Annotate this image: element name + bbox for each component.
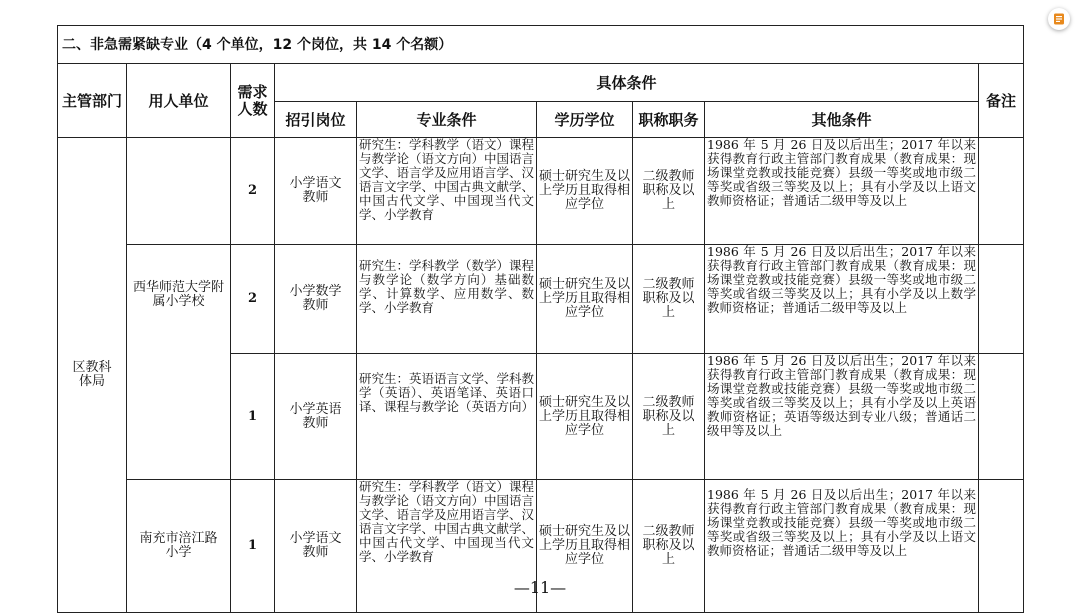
title-cell: 二级教师职称及以上	[633, 245, 705, 354]
header-edu: 学历学位	[537, 102, 633, 138]
title-cell: 二级教师职称及以上	[633, 354, 705, 480]
note-cell	[979, 245, 1024, 354]
post-cell: 小学英语教师	[275, 354, 357, 480]
floating-tool-button[interactable]	[1048, 8, 1070, 30]
dept-cell: 区教科体局	[58, 138, 127, 613]
major-cell: 研究生：学科教学（语文）课程与教学论（语文方向）中国语言文学、语言学及应用语言学、汉语言文字学、中国古典文献学、中国古代文学、中国现当代文学、小学教育	[357, 480, 537, 613]
count-cell: 2	[231, 138, 275, 245]
post-cell: 小学语文教师	[275, 480, 357, 613]
table-row	[58, 138, 1024, 245]
header-other: 其他条件	[705, 102, 979, 138]
header-dept: 主管部门	[58, 64, 127, 138]
count-cell: 2	[231, 245, 275, 354]
note-cell	[979, 138, 1024, 245]
recruitment-table	[57, 25, 1024, 613]
edu-cell: 硕士研究生及以上学历且取得相应学位	[537, 480, 633, 613]
title-cell: 二级教师职称及以上	[633, 480, 705, 613]
unit-cell-empty	[127, 138, 231, 245]
edu-cell: 硕士研究生及以上学历且取得相应学位	[537, 138, 633, 245]
unit-cell: 南充市涪江路小学	[127, 480, 231, 613]
edu-cell: 硕士研究生及以上学历且取得相应学位	[537, 245, 633, 354]
note-cell	[979, 354, 1024, 480]
other-cell: 1986 年 5 月 26 日及以后出生；2017 年以来获得教育行政主管部门教育成果（教育成果：现场课堂竞教或技能竞赛）县级一等奖或地市级二等奖或省级三等奖及以上；具有小学及以上语文教师资格证；普通话二级甲等及以上	[705, 138, 979, 245]
edu-cell: 硕士研究生及以上学历且取得相应学位	[537, 354, 633, 480]
post-cell: 小学语文教师	[275, 138, 357, 245]
pdf-tool-icon	[1052, 12, 1066, 26]
major-cell: 研究生：学科教学（语文）课程与教学论（语文方向）中国语言文学、语言学及应用语言学、汉语言文字学、中国古典文献学、中国古代文学、中国现当代文学、小学教育	[357, 138, 537, 245]
header-title: 职称职务	[633, 102, 705, 138]
count-cell: 1	[231, 354, 275, 480]
header-post: 招引岗位	[275, 102, 357, 138]
header-note: 备注	[979, 64, 1024, 138]
major-cell: 研究生：学科教学（数学）课程与教学论（数学方向）基础数学、计算数学、应用数学、数学、小学教育	[357, 245, 537, 354]
other-cell: 1986 年 5 月 26 日及以后出生；2017 年以来获得教育行政主管部门教育成果（教育成果：现场课堂竞教或技能竞赛）县级一等奖或地市级二等奖或省级三等奖及以上；具有小学及以上语文教师资格证；普通话二级甲等及以上	[705, 480, 979, 613]
header-unit: 用人单位	[127, 64, 231, 138]
header-specific-conditions: 具体条件	[275, 64, 979, 102]
major-cell: 研究生：英语语言文学、学科教学（英语）、英语笔译、英语口译、课程与教学论（英语方向）	[357, 354, 537, 480]
other-cell: 1986 年 5 月 26 日及以后出生；2017 年以来获得教育行政主管部门教育成果（教育成果：现场课堂竞教或技能竞赛）县级一等奖或地市级二等奖或省级三等奖及以上；具有小学及以上英语教师资格证；英语等级达到专业八级；普通话二级甲等及以上	[705, 354, 979, 480]
header-major: 专业条件	[357, 102, 537, 138]
unit-cell: 西华师范大学附属小学校	[127, 245, 231, 480]
section-title: 二、非急需紧缺专业（4 个单位，12 个岗位，共 14 个名额）	[58, 26, 1024, 64]
other-cell: 1986 年 5 月 26 日及以后出生；2017 年以来获得教育行政主管部门教育成果（教育成果：现场课堂竞教或技能竞赛）县级一等奖或地市级二等奖或省级三等奖及以上；具有小学及以上数学教师资格证；普通话二级甲等及以上	[705, 245, 979, 354]
page-number: —11—	[513, 578, 567, 597]
count-cell: 1	[231, 480, 275, 613]
header-count: 需求人数	[231, 64, 275, 138]
title-cell: 二级教师职称及以上	[633, 138, 705, 245]
post-cell: 小学数学教师	[275, 245, 357, 354]
table-row	[58, 245, 1024, 354]
